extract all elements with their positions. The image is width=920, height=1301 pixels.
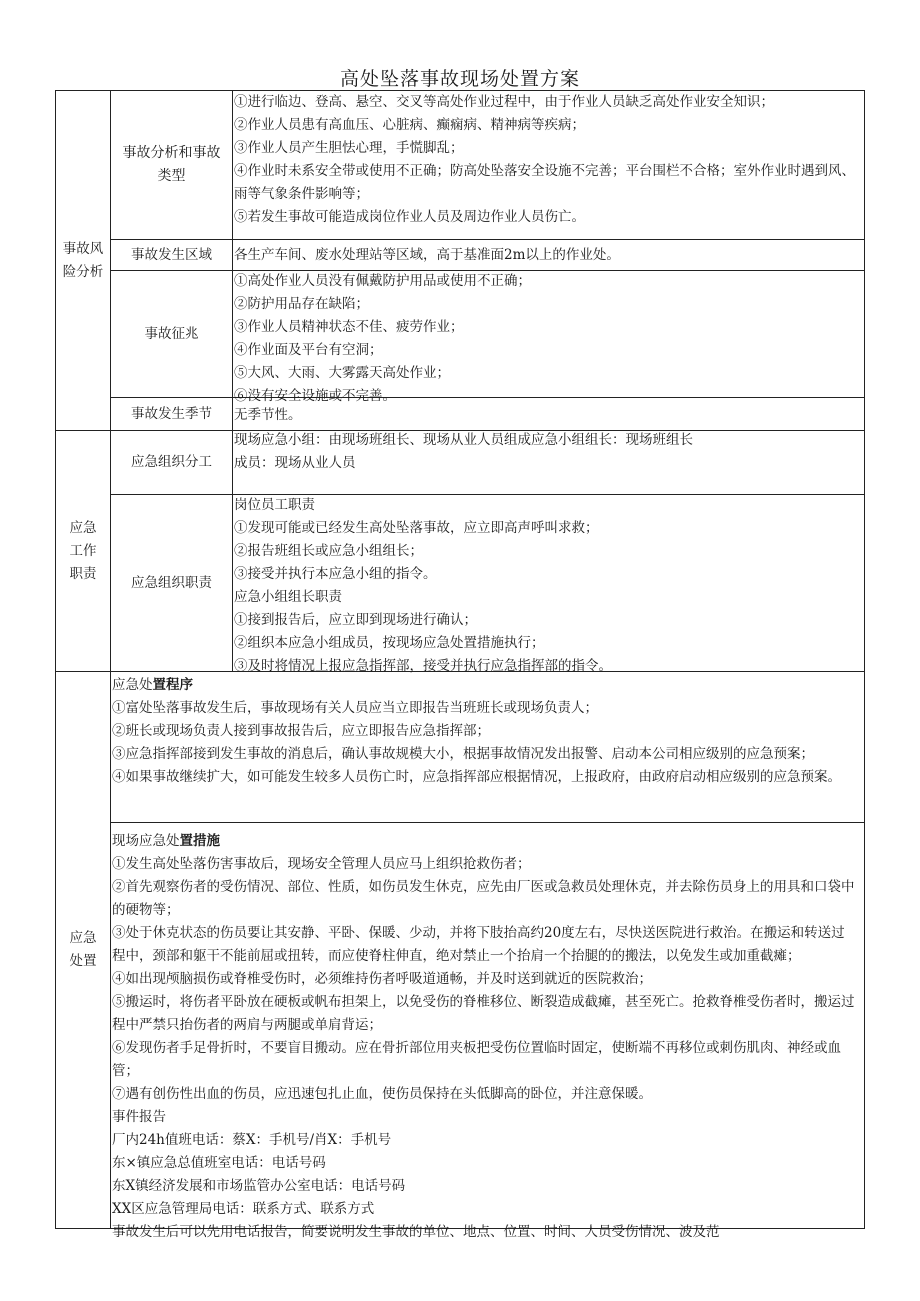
content-line: ④作业面及平台有空洞； xyxy=(234,342,383,358)
content-line: ③作业人员产生胆怯心理，手慌脚乱； xyxy=(234,140,464,156)
col-divider-2 xyxy=(232,90,233,671)
content-line: ⑥发现伤者手足骨折时，不要盲目搬动。应在骨折部位用夹板把受伤位置临时固定，使断端不再移位或刺伤肌肉、神经或血管； xyxy=(112,1040,841,1079)
row-content-analysis xyxy=(234,91,860,239)
content-line: ④如出现颅脑损伤或脊椎受伤时，必须维持伤者呼吸道通畅，并及时送到就近的医院救治； xyxy=(112,971,652,987)
row-label-season xyxy=(111,398,232,430)
row-label-responsibility xyxy=(111,495,232,671)
section-label-line: 事故风 xyxy=(62,240,104,257)
row-content-division xyxy=(234,429,860,494)
row-content-signs xyxy=(234,270,860,404)
row-content-area xyxy=(234,244,860,270)
content-line: ③处于休克状态的伤员要让其安静、平卧、保暖、少动，并将下肢抬高约20度左右，尽快送医院进行救治。在搬运和转送过程中，颈部和躯干不能前屈或扭转，而应使脊柱伸直，绝对禁止一个抬肩一个抬腿的的搬法，以免发生或加重截瘫； xyxy=(112,925,845,964)
content-line: ②防护用品存在缺陷； xyxy=(234,296,369,312)
report-line: 东×镇应急总值班室电话：电话号码 xyxy=(112,1155,326,1171)
section-label-line: 应急 xyxy=(69,519,97,536)
content-line: 现场应急小组：由现场班组长、现场从业人员组成应急小组组长：现场班组长 xyxy=(234,432,693,448)
row-label-line: 事故分析和事故 xyxy=(122,145,221,161)
content-line: ④如果事故继续扩大，如可能发生较多人员伤亡时，应急指挥部应根据情况，上报政府，由政府启动相应级别的应急预案。 xyxy=(112,769,841,785)
content-line: ②报告班组长或应急小组组长； xyxy=(234,543,423,559)
content-line: ⑤若发生事故可能造成岗位作业人员及周边作业人员伤亡。 xyxy=(234,209,585,225)
table-border-right xyxy=(864,90,865,1229)
content-line: ①富处坠落事故发生后，事故现场有关人员应当立即报告当班班长或现场负责人； xyxy=(112,700,598,716)
content-line: ⑤大风、大雨、大雾露天高处作业； xyxy=(234,365,450,381)
row-label-line: 事故征兆 xyxy=(144,325,199,342)
content-line: ②作业人员患有高血压、心脏病、癫痫病、精神病等疾病； xyxy=(234,117,585,133)
section-label-line: 应急 xyxy=(69,930,97,946)
report-heading: 事件报告 xyxy=(112,1109,166,1125)
page-title: 高处坠落事故现场处置方案 xyxy=(339,68,580,90)
content-line: ①接到报告后，应立即到现场进行确认； xyxy=(234,612,477,628)
section-label-response xyxy=(56,672,110,1228)
row-label-line: 应急组织分工 xyxy=(131,454,212,470)
section-label-duty xyxy=(56,431,110,671)
content-line: 岗位员工职责 xyxy=(234,497,315,513)
content-line: ④作业时未系安全带或使用不正确；防高处坠落安全设施不完善；平台围栏不合格；室外作业时遇到风、雨等气象条件影响等； xyxy=(234,163,855,202)
content-line: ①发生高处坠落伤害事故后，现场安全管理人员应马上组织抢救伤者； xyxy=(112,856,531,872)
row-label-line: 事故发生区域 xyxy=(131,246,212,263)
row-label-division xyxy=(111,431,232,494)
measures-heading: 现场应急处置措施 xyxy=(112,833,220,849)
content-line: 各生产车间、废水处理站等区域，高于基准面2m以上的作业处。 xyxy=(234,247,620,263)
section-label-line: 处置 xyxy=(69,953,97,969)
row-label-line: 应急组织职责 xyxy=(131,574,212,591)
content-line: ①发现可能或已经发生高处坠落事故，应立即高声呼叫求救； xyxy=(234,520,599,536)
row-label-analysis xyxy=(111,91,232,239)
row-label-line: 类型 xyxy=(157,168,186,184)
content-line: ③应急指挥部接到发生事故的消息后，确认事故规模大小，根据事故情况发出报警、启动本公司相应级别的应急预案； xyxy=(112,746,814,762)
section-label-line: 职责 xyxy=(69,565,97,582)
section-label-risk xyxy=(56,91,110,430)
row-divider-response-1 xyxy=(110,822,865,823)
row-label-line: 事故发生季节 xyxy=(131,405,212,422)
report-line: 事故发生后可以先用电话报告，简要说明发生事故的单位、地点、位置、时间、人员受伤情况、波及范 xyxy=(112,1224,720,1240)
content-line: ③作业人员精神状态不佳、疲劳作业； xyxy=(234,319,464,335)
content-line: ③接受并执行本应急小组的指令。 xyxy=(234,566,437,582)
procedure-heading: 应急处置程序 xyxy=(112,677,193,693)
content-line: ⑤搬运时，将伤者平卧放在硬板或帆布担架上，以免受伤的脊椎移位、断裂造成截瘫，甚至死亡。抢救脊椎受伤者时，搬运过程中严禁只抬伤者的两肩与两腿或单肩背运； xyxy=(112,994,855,1033)
section-label-line: 工作 xyxy=(69,542,97,559)
content-line: ⑥没有安全设施或不完善。 xyxy=(234,388,396,404)
content-line: ②组织本应急小组成员，按现场应急处置措施执行； xyxy=(234,635,545,651)
content-line: ①高处作业人员没有佩戴防护用品或使用不正确； xyxy=(234,273,531,289)
content-line: ②班长或现场负责人接到事故报告后，应立即报告应急指挥部； xyxy=(112,723,490,739)
report-line: 厂内24h值班电话：蔡X：手机号/肖X：手机号 xyxy=(112,1132,392,1148)
content-line: 无季节性。 xyxy=(234,407,302,423)
measures-content xyxy=(112,830,858,1240)
row-content-responsibility xyxy=(234,494,860,674)
content-line: ①进行临边、登高、悬空、交叉等高处作业过程中，由于作业人员缺乏高处作业安全知识； xyxy=(234,94,774,110)
row-label-signs xyxy=(111,271,232,397)
content-line: ⑦遇有创伤性出血的伤员，应迅速包扎止血，使伤员保持在头低脚高的卧位，并注意保暖。 xyxy=(112,1086,652,1102)
row-label-area xyxy=(111,240,232,270)
content-line: 成员：现场从业人员 xyxy=(234,455,356,471)
report-line: 东X镇经济发展和市场监管办公室电话：电话号码 xyxy=(112,1178,406,1194)
report-line: XX区应急管理局电话：联系方式、联系方式 xyxy=(112,1201,375,1217)
content-line: 应急小组组长职责 xyxy=(234,589,342,605)
content-line: ②首先观察伤者的受伤情况、部位、性质，如伤员发生休克，应先由厂医或急救员处理休克，并去除伤员身上的用具和口袋中的硬物等； xyxy=(112,879,855,918)
section-label-line: 险分析 xyxy=(62,263,104,280)
procedure-content xyxy=(112,674,858,822)
row-content-season xyxy=(234,404,860,430)
content-line: ③及时将情况上报应急指挥部，接受并执行应急指挥部的指令。 xyxy=(234,658,612,674)
